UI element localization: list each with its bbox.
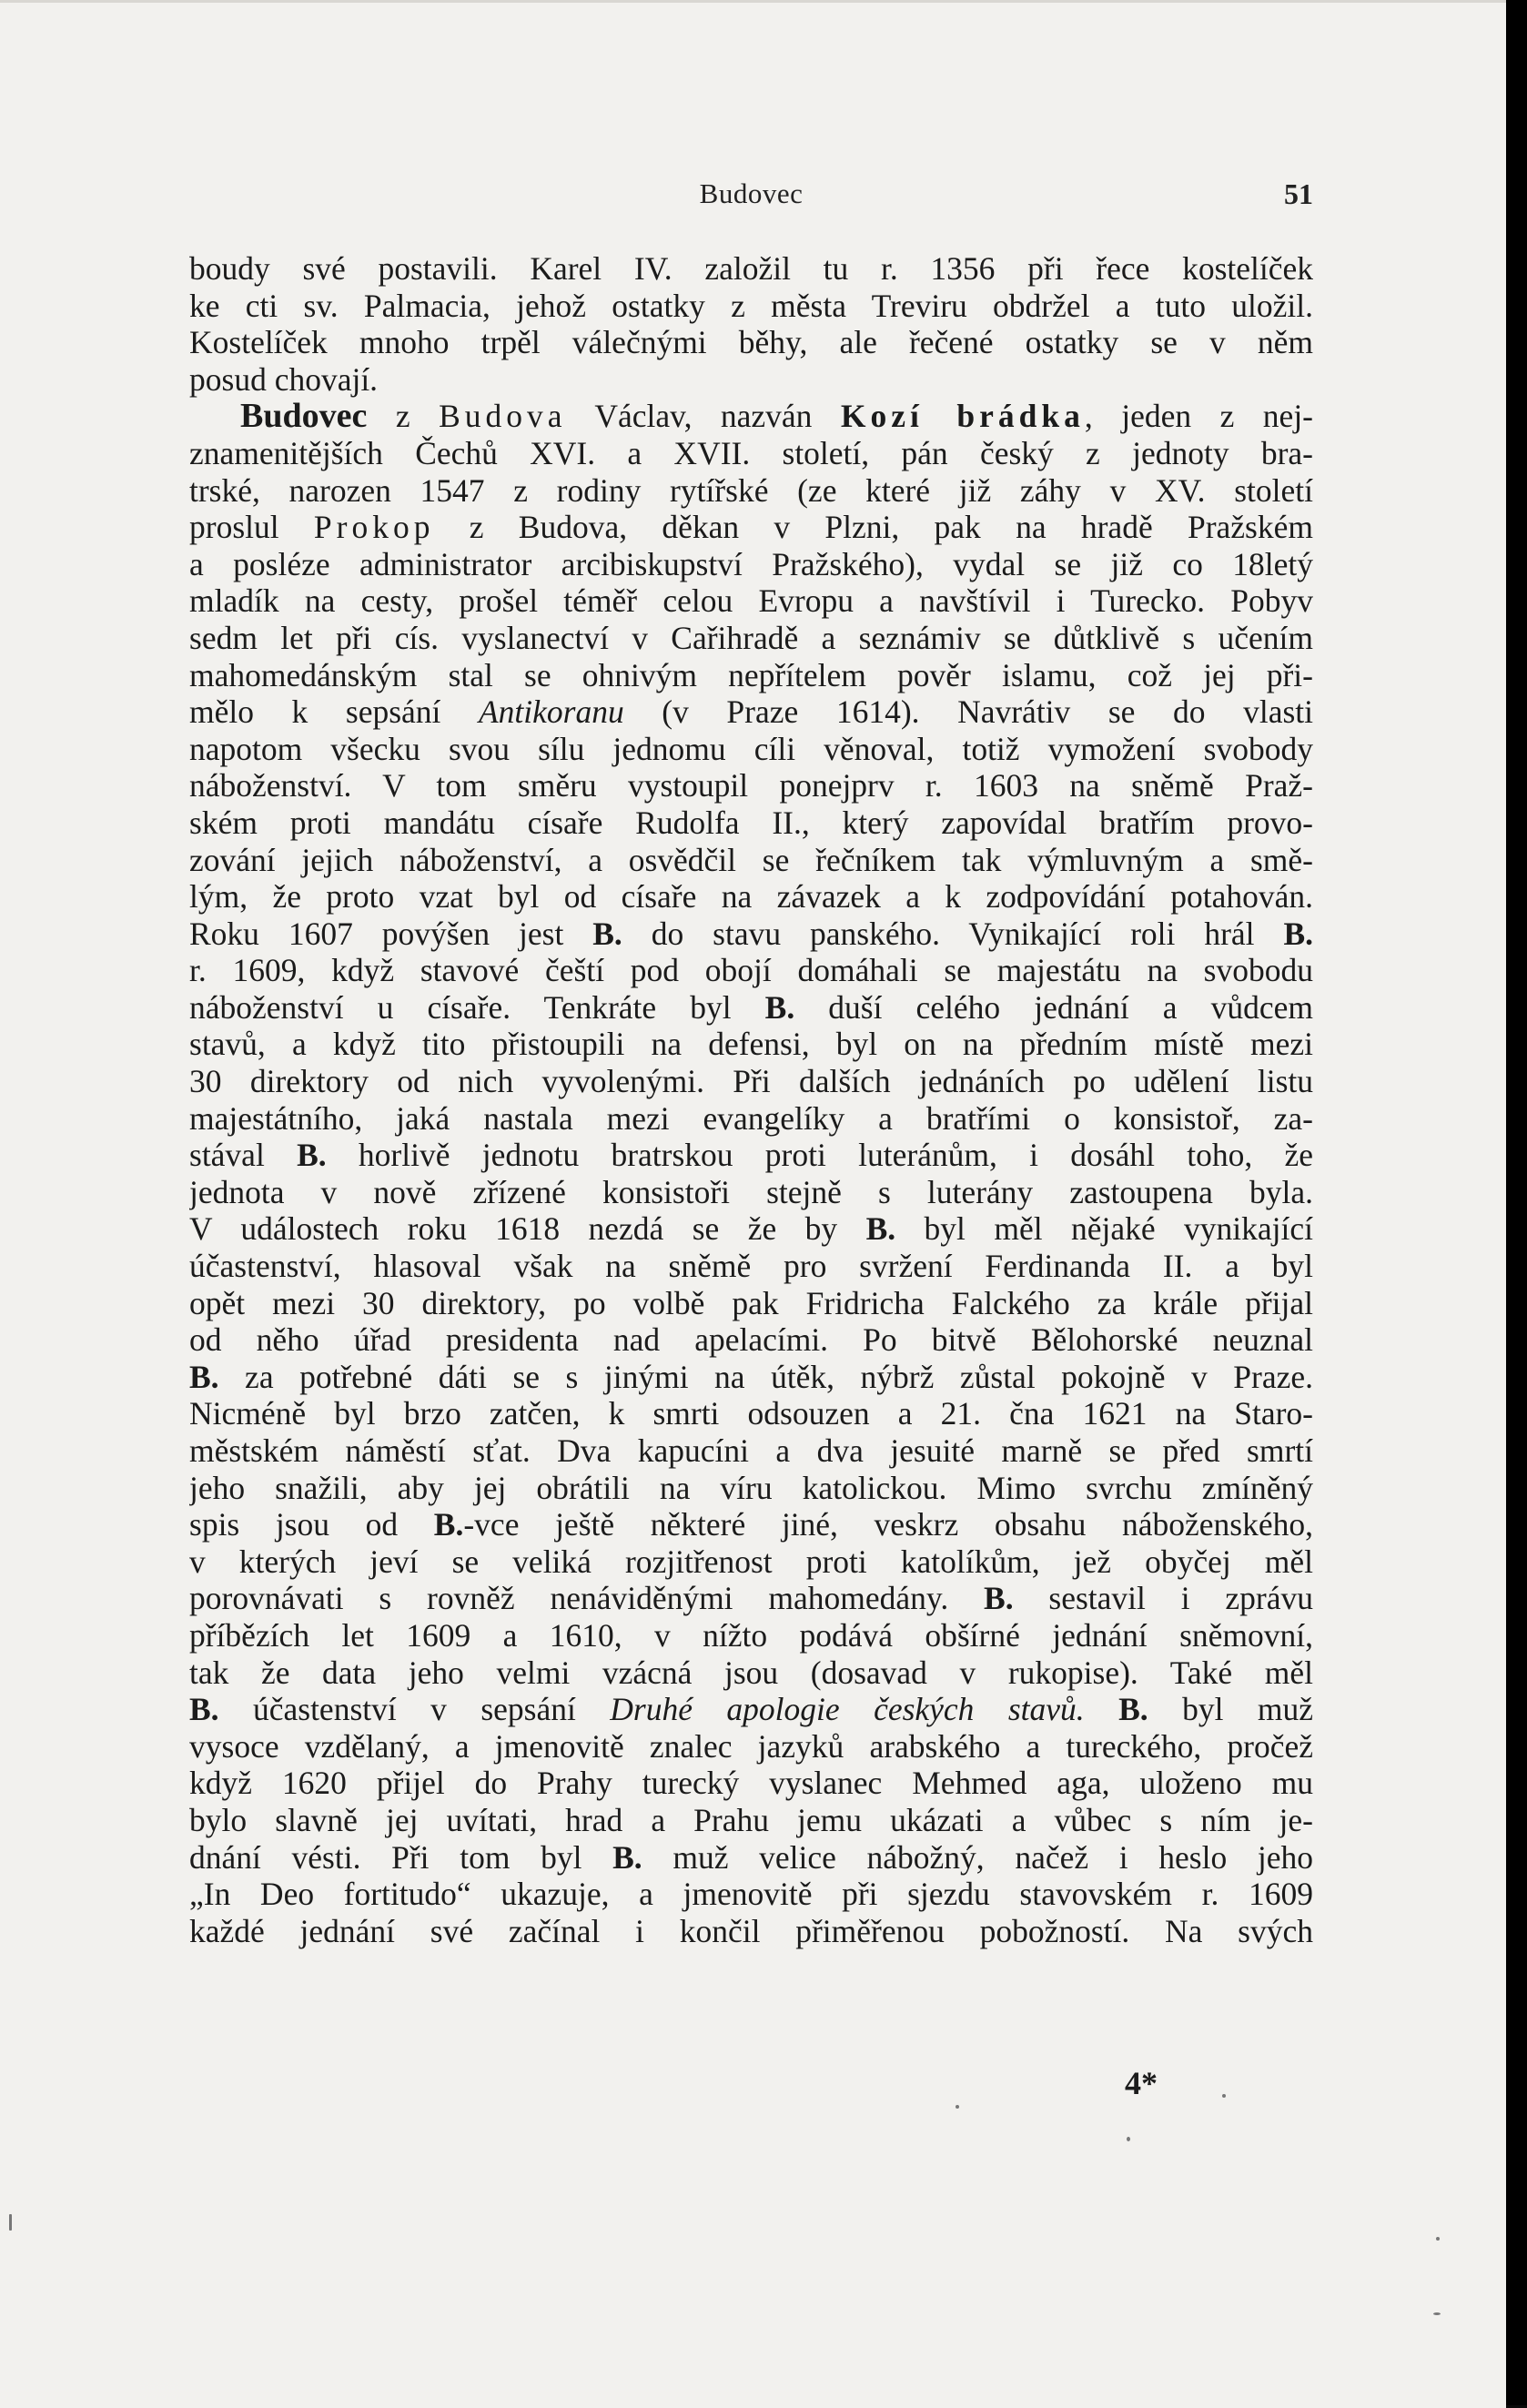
text-line: ke cti sv. Palmacia, jehož ostatky z města Treviru obdržel a tuto uložil. [189, 287, 1313, 324]
text-line: Nicméně byl brzo zatčen, k smrti odsouzen a 21. čna 1621 na Staro- [189, 1395, 1313, 1432]
text-line: každé jednání své začínal i končil přiměřenou pobožností. Na svých [189, 1912, 1313, 1949]
text-line: sedm let při cís. vyslanectví v Cařihradě a seznámiv se důtklivě s učením [189, 619, 1313, 656]
book-title: Antikoranu [478, 693, 624, 731]
paper-speck [1127, 2137, 1130, 2141]
text-line: „In Deo fortitudo“ ukazuje, a jmenovitě při sjezdu stavovském r. 1609 [189, 1876, 1313, 1913]
text-line: Roku 1607 povýšen jest B. do stavu panského. Vynikající roli hrál B. [189, 915, 1313, 952]
text-line: stavů, a když tito přistoupili na defensi, byl on na předním místě mezi [189, 1026, 1313, 1063]
page-number: 51 [1284, 177, 1313, 210]
text-line: trské, narozen 1547 z rodiny rytířské (ze které již záhy v XV. století [189, 471, 1313, 509]
text-line: spis jsou od B.-vce ještě některé jiné, veskrz obsahu náboženského, [189, 1506, 1313, 1543]
text-line: mahomedánským stal se ohnivým nepřítelem pověr islamu, což jej při- [189, 656, 1313, 693]
text-line: ském proti mandátu císaře Rudolfa II., který zapovídal bratřím provo- [189, 804, 1313, 841]
body-text [189, 250, 1313, 1949]
text-line: lým, že proto vzat byl od císaře na závazek a k zodpovídání potahován. [189, 878, 1313, 916]
text-line: V událostech roku 1618 nezdá se že by B. byl měl nějaké vynikající [189, 1210, 1313, 1248]
text-line: B. za potřebné dáti se s jinými na útěk, nýbrž zůstal pokojně v Praze. [189, 1358, 1313, 1395]
text-line: vysoce vzdělaný, a jmenovitě znalec jazyků arabského a tureckého, pročež [189, 1727, 1313, 1765]
text-line: v kterých jeví se veliká rozjitřenost proti katolíkům, jež obyčej měl [189, 1543, 1313, 1580]
text-line: náboženství. V tom směru vystoupil ponejprv r. 1603 na sněmě Praž- [189, 767, 1313, 804]
text-line: 30 direktory od nich vyvolenými. Při dalších jednáních po udělení listu [189, 1063, 1313, 1100]
text-line: a posléze administrator arcibiskupství Pražského), vydal se již co 18letý [189, 545, 1313, 582]
text-line: jednota v nově zřízené konsistoři stejně s luterány zastoupena byla. [189, 1173, 1313, 1210]
text-line: městském náměstí sťat. Dva kapucíni a dva jesuité marně se před smrtí [189, 1432, 1313, 1469]
page-header [189, 177, 1313, 214]
text-line: zování jejich náboženství, a osvědčil se řečníkem tak výmluvným a smě- [189, 841, 1313, 878]
text-line: znamenitějších Čechů XVI. a XVII. století, pán český z jednoty bra- [189, 434, 1313, 471]
text-line: r. 1609, když stavové čeští pod obojí domáhali se majestátu na svobodu [189, 952, 1313, 989]
text-line: Kostelíček mnoho trpěl válečnými běhy, ale řečené ostatky se v něm [189, 324, 1313, 361]
text-line: bylo slavně jej uvítati, hrad a Prahu jemu ukázati a vůbec s ním je- [189, 1801, 1313, 1838]
book-title: Druhé apologie českých stavů. [610, 1691, 1085, 1728]
signature-mark: 4* [1125, 2065, 1158, 2101]
entry-start-line: Budovec z Budova Václav, nazván Kozí brádka, jeden z nej- [240, 398, 1313, 435]
scan-edge [1506, 0, 1527, 2405]
text-line: mladík na cesty, prošel téměř celou Evropu a navštívil i Turecko. Pobyv [189, 582, 1313, 620]
paper-speck [1436, 2237, 1440, 2241]
text-line: příbězích let 1609 a 1610, v nížto podává obšírné jednání sněmovní, [189, 1616, 1313, 1654]
paper-speck [9, 2214, 12, 2231]
text-line: od něho úřad presidenta nad apelacími. Po bitvě Bělohorské neuznal [189, 1321, 1313, 1359]
text-line: napotom všecku svou sílu jednomu cíli věnoval, totiž vymožení svobody [189, 730, 1313, 767]
text-line: mělo k sepsání Antikoranu (v Praze 1614). Navrátiv se do vlasti [189, 693, 1313, 731]
text-line: stával B. horlivě jednotu bratrskou proti luteránům, i dosáhl toho, že [189, 1137, 1313, 1174]
text-line: B. účastenství v sepsání Druhé apologie českých stavů. B. byl muž [189, 1691, 1313, 1728]
text-line: náboženství u císaře. Tenkráte byl B. duší celého jednání a vůdcem [189, 988, 1313, 1026]
text-line: když 1620 přijel do Prahy turecký vyslanec Mehmed aga, uloženo mu [189, 1765, 1313, 1802]
text-line: proslul Prokop z Budova, děkan v Plzni, pak na hradě Pražském [189, 509, 1313, 546]
text-line: dnání vésti. Při tom byl B. muž velice nábožný, načež i heslo jeho [189, 1838, 1313, 1876]
text-line: porovnávati s rovněž nenáviděnými mahomedány. B. sestavil i zprávu [189, 1580, 1313, 1617]
text-line: jeho snažili, aby jej obrátili na víru katolickou. Mimo svrchu zmíněný [189, 1469, 1313, 1506]
text-line: posud chovají. [189, 360, 379, 398]
text-line: boudy své postavili. Karel IV. založil tu r. 1356 při řece kostelíček [189, 250, 1313, 287]
text-line: majestátního, jaká nastala mezi evangelíky a bratřími o konsistoř, za- [189, 1099, 1313, 1137]
entry-headword: Budovec [240, 398, 368, 435]
paper-speck [1433, 2312, 1441, 2315]
text-line: opět mezi 30 direktory, po volbě pak Fridricha Falckého za krále přijal [189, 1284, 1313, 1321]
text-line: účastenství, hlasoval však na sněmě pro svržení Ferdinanda II. a byl [189, 1248, 1313, 1285]
paper-speck [1222, 2094, 1226, 2098]
paper-speck [956, 2105, 959, 2109]
text-line: tak že data jeho velmi vzácná jsou (dosavad v rukopise). Také měl [189, 1654, 1313, 1691]
running-head: Budovec [699, 177, 804, 209]
